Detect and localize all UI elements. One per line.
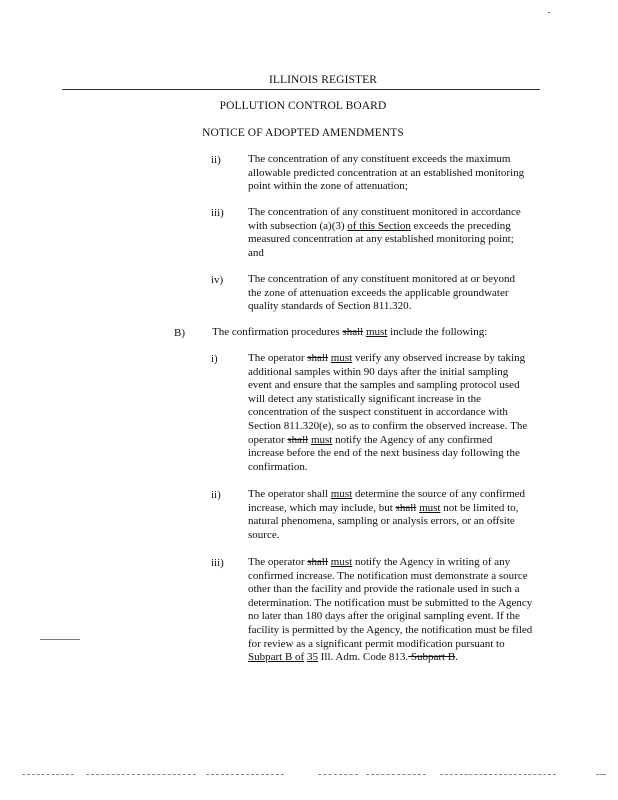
inserted-text: must <box>365 326 388 338</box>
scan-dash <box>318 774 358 775</box>
deleted-text: shall <box>307 352 329 364</box>
inserted-text: must <box>330 352 353 364</box>
item-marker: i) <box>211 353 218 365</box>
item-text <box>248 153 548 194</box>
item-marker: B) <box>174 327 185 339</box>
text-segment: The concentration of any constituent monitored in accordance with subsection (a)(3) <box>248 206 521 232</box>
text-segment: The operator <box>248 352 308 364</box>
inserted-text: of this Section <box>347 219 411 232</box>
item-text <box>248 556 540 665</box>
deleted-text: shall <box>287 433 309 446</box>
text-segment: . <box>455 651 458 664</box>
inserted-text: must <box>330 556 353 568</box>
scan-speck <box>548 12 550 13</box>
text-segment: notify the Agency in writing of any confirmed increase. The notification must demonstrate a source other than the facility and provide the rationale used in such a determination. The notification must be submitted to the Agency no later than 180 days after the original sampling event. If the facility is permitted by the Agency, the notification must be filed for review as a significant permit modification pursuant to <box>248 556 533 650</box>
item-text <box>248 273 523 314</box>
text-segment: verify any observed increase by taking additional samples within 90 days after the initial sampling event and ensure that the samples and sampling protocol used will detect any statistically significant increase in the concentration of the suspect constituent in accordance with Section 811.320(e), so as to confirm the observed increase. The operator <box>248 352 528 446</box>
text-segment: not be limited to, natural phenomena, sampling or analysis errors, or an offsite source. <box>248 501 519 541</box>
scan-dash <box>86 774 196 775</box>
item-text <box>212 326 552 340</box>
item-text <box>248 488 538 542</box>
scan-speck <box>40 639 80 640</box>
scan-dash <box>22 774 74 775</box>
board-name: POLLUTION CONTROL BOARD <box>219 100 387 112</box>
register-title: ILLINOIS REGISTER <box>268 74 378 86</box>
text-segment: The operator shall <box>248 488 331 500</box>
text-segment: The operator <box>248 556 308 568</box>
item-marker: iii) <box>211 557 224 569</box>
text-segment: The concentration of any constituent exceeds the maximum allowable predicted concentration at an established monitoring point within the zone of attenuation; <box>248 153 525 193</box>
scan-dash <box>596 774 606 775</box>
deleted-text: shall <box>342 326 364 338</box>
item-marker: ii) <box>211 154 221 166</box>
deleted-text: Subpart B <box>408 651 456 664</box>
item-marker: ii) <box>211 489 221 501</box>
item-marker: iv) <box>211 274 224 286</box>
inserted-text: must <box>310 433 333 446</box>
item-text <box>248 206 528 260</box>
inserted-text: Subpart B of <box>248 651 305 664</box>
deleted-text: shall <box>395 501 417 514</box>
text-segment: Ill. Adm. Code 813. <box>317 651 409 664</box>
text-segment: determine the source of any confirmed increase, which may include, but <box>248 488 526 514</box>
text-segment: notify the Agency of any confirmed increase before the end of the next business day following the confirmation. <box>248 433 520 473</box>
notice-title: NOTICE OF ADOPTED AMENDMENTS <box>202 127 404 139</box>
header-rule <box>62 89 540 90</box>
inserted-text: 35 <box>306 651 318 664</box>
item-marker: iii) <box>211 207 224 219</box>
text-segment: The confirmation procedures <box>212 326 343 338</box>
text-segment: exceeds the preceding measured concentration at any established monitoring point; and <box>248 219 514 259</box>
inserted-text: must <box>419 501 441 514</box>
inserted-text: must <box>330 488 353 500</box>
item-text <box>248 352 530 474</box>
scan-dash <box>366 774 426 775</box>
deleted-text: shall <box>307 556 329 568</box>
scan-dash <box>440 774 556 775</box>
scan-dash <box>206 774 284 775</box>
text-segment: The concentration of any constituent monitored at or beyond the zone of attenuation exceeds the applicable groundwater quality standards of Section 811.320. <box>248 273 515 313</box>
text-segment: include the following: <box>387 326 488 338</box>
